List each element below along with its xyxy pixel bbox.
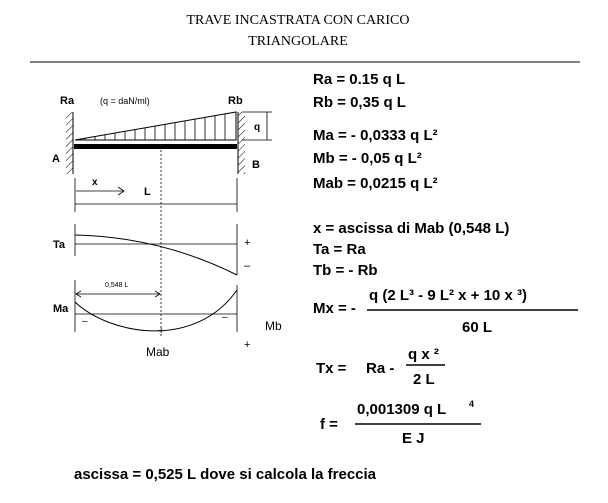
label-mb: Mb bbox=[265, 319, 282, 333]
formula-tx-ra: Ra - bbox=[366, 360, 395, 377]
formula-tb: Tb = - Rb bbox=[313, 262, 378, 279]
dim-0548-label: 0,548 L bbox=[105, 282, 129, 289]
formula-tx-lhs: Tx = bbox=[316, 360, 347, 377]
fixed-support-left bbox=[66, 112, 73, 174]
formula-mx-numerator: q (2 L³ - 9 L² x + 10 x ³) bbox=[369, 287, 527, 304]
label-l: L bbox=[144, 186, 151, 198]
formula-tx-numerator: q x ² bbox=[408, 346, 439, 363]
page-title-line2: TRIANGOLARE bbox=[248, 34, 348, 49]
formula-x-definition: x = ascissa di Mab (0,548 L) bbox=[313, 220, 510, 237]
formula-f-numerator: 0,001309 q L bbox=[357, 401, 447, 418]
triangular-load bbox=[75, 112, 236, 140]
shear-sign-plus: + bbox=[244, 237, 251, 249]
label-ta: Ta bbox=[53, 239, 66, 251]
moment-sign-plus: + bbox=[158, 325, 165, 337]
formula-f-denominator: E J bbox=[402, 430, 425, 447]
formula-ra: Ra = 0.15 q L bbox=[313, 71, 406, 88]
label-q: q bbox=[254, 122, 261, 133]
label-rb: Rb bbox=[228, 95, 243, 107]
formula-f-exponent: 4 bbox=[469, 399, 475, 409]
moment-sign-minus-left: – bbox=[82, 316, 88, 327]
footer-note: ascissa = 0,525 L dove si calcola la freccia bbox=[74, 466, 377, 483]
label-ra: Ra bbox=[60, 95, 75, 107]
formula-rb: Rb = 0,35 q L bbox=[313, 94, 406, 111]
formula-ta: Ta = Ra bbox=[313, 241, 366, 258]
label-ma: Ma bbox=[53, 303, 69, 315]
formula-mb: Mb = - 0,05 q L² bbox=[313, 150, 422, 167]
fixed-support-right bbox=[238, 112, 245, 174]
label-x: x bbox=[92, 177, 98, 188]
label-mab: Mab bbox=[146, 345, 170, 359]
page-title-line1: TRAVE INCASTRATA CON CARICO bbox=[186, 13, 410, 28]
shear-curve bbox=[75, 235, 237, 275]
formula-ma: Ma = - 0,0333 q L² bbox=[313, 127, 438, 144]
moment-sign-plus-right: + bbox=[244, 339, 251, 351]
beam bbox=[74, 144, 237, 149]
label-b: B bbox=[252, 159, 260, 171]
load-intensity-label: (q = daN/ml) bbox=[100, 96, 150, 106]
shear-sign-minus: – bbox=[244, 260, 251, 272]
label-a: A bbox=[52, 153, 60, 165]
formula-tx-denominator: 2 L bbox=[413, 371, 435, 388]
formula-mx-denominator: 60 L bbox=[462, 319, 493, 336]
moment-sign-minus-right: – bbox=[222, 312, 228, 323]
formula-mab: Mab = 0,0215 q L² bbox=[313, 175, 438, 192]
formula-f-lhs: f = bbox=[320, 416, 338, 433]
formula-mx-lhs: Mx = - bbox=[313, 300, 356, 317]
